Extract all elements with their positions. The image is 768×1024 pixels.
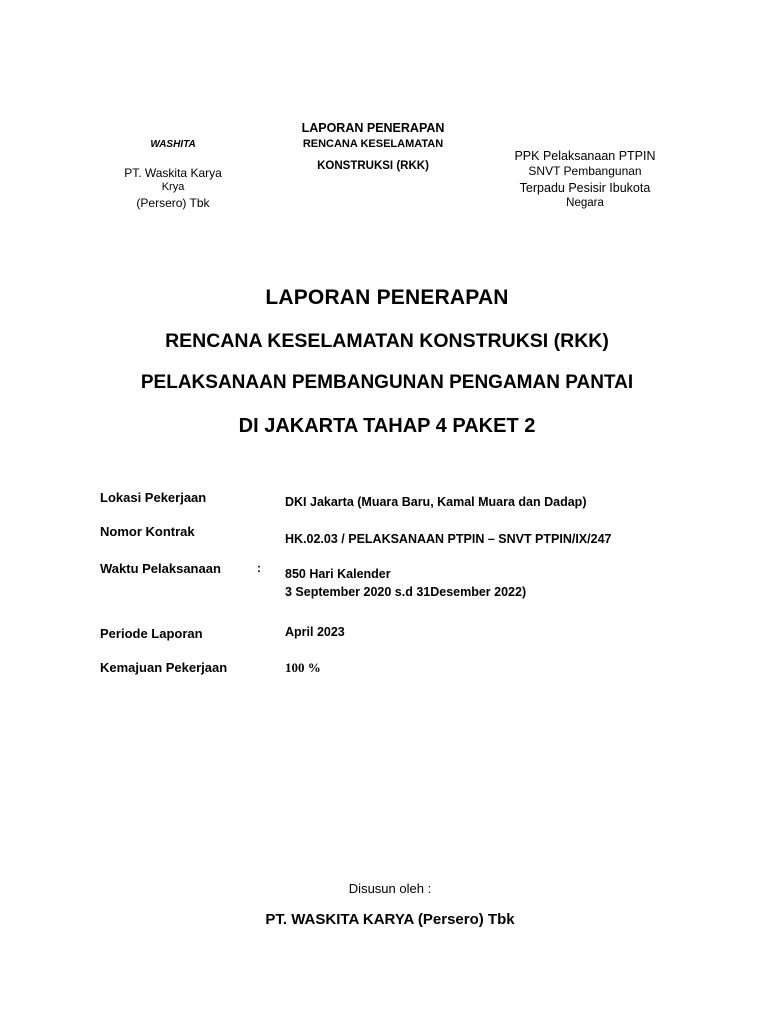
periode-value: April 2023	[285, 625, 345, 639]
header-center-line1: LAPORAN PENERAPAN	[301, 121, 445, 135]
waktu-label: Waktu Pelaksanaan	[100, 561, 221, 576]
header-left-line3: (Persero) Tbk	[136, 196, 210, 210]
periode-label: Periode Laporan	[100, 626, 203, 641]
kemajuan-label: Kemajuan Pekerjaan	[100, 660, 228, 675]
header-right-line2: SNVT Pembangunan	[528, 164, 642, 178]
header-left-line1: PT. Waskita Karya	[124, 166, 222, 180]
header-right-line4: Negara	[566, 197, 604, 209]
page-title: LAPORAN PENERAPAN	[265, 286, 509, 309]
header-center-line2: RENCANA KESELAMATAN	[302, 138, 444, 150]
disusun-oleh: Disusun oleh :	[348, 881, 432, 896]
kontrak-value: HK.02.03 / PELAKSANAAN PTPIN – SNVT PTPIN/IX/247	[285, 532, 612, 546]
waktu-colon: :	[257, 561, 261, 575]
logo-text: WASHITA	[150, 139, 196, 150]
kemajuan-value: 100 %	[285, 660, 321, 675]
header-left-line2: Krya	[161, 181, 185, 193]
title-line3: PELAKSANAAN PEMBANGUNAN PENGAMAN PANTAI	[140, 372, 634, 393]
title-line4: DI JAKARTA TAHAP 4 PAKET 2	[238, 415, 536, 437]
header-right-line3: Terpadu Pesisir Ibukota	[519, 181, 651, 195]
header-right-line1: PPK Pelaksanaan PTPIN	[514, 149, 656, 163]
header-center-line3: KONSTRUKSI (RKK)	[317, 160, 429, 172]
company-name: PT. WASKITA KARYA (Persero) Tbk	[265, 911, 515, 928]
waktu-value-dates: 3 September 2020 s.d 31Desember 2022)	[285, 585, 527, 599]
title-line2: RENCANA KESELAMATAN KONSTRUKSI (RKK)	[165, 330, 609, 352]
lokasi-value: DKI Jakarta (Muara Baru, Kamal Muara dan Dadap)	[285, 495, 587, 509]
lokasi-label: Lokasi Pekerjaan	[100, 490, 207, 505]
waktu-value-days: 850 Hari Kalender	[285, 567, 391, 581]
kontrak-label: Nomor Kontrak	[100, 524, 195, 539]
